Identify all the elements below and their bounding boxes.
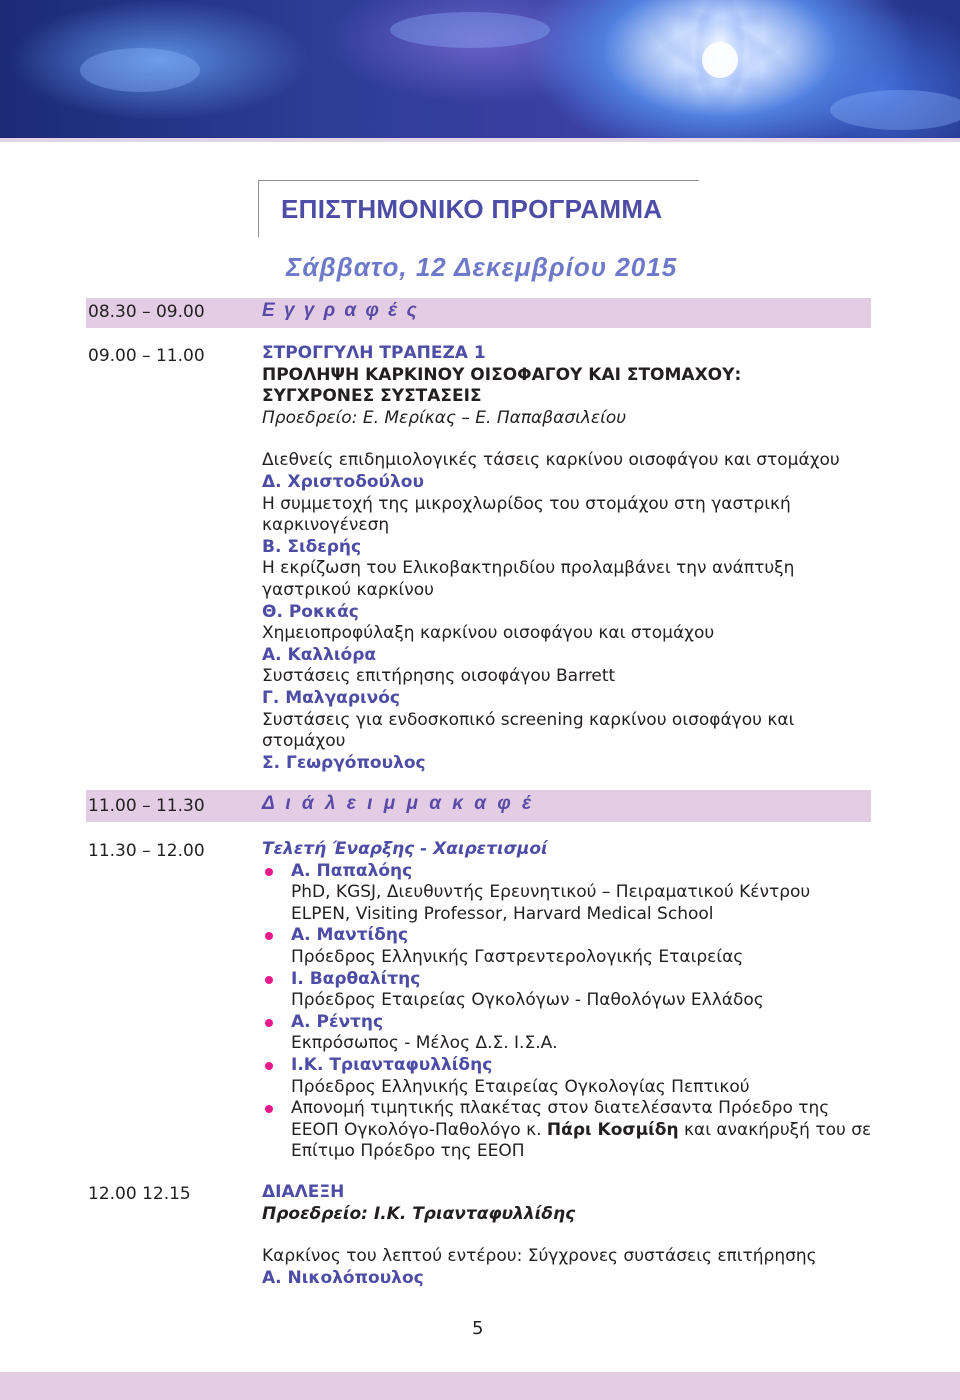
greeter-role: Πρόεδρος Εταιρείας Ογκολόγων - Παθολόγων Ελλάδος — [291, 990, 764, 1011]
bullet-icon — [265, 1062, 273, 1070]
list-item — [262, 1055, 872, 1098]
header-banner-image — [0, 0, 960, 138]
session-heading: ΣΤΡΟΓΓΥΛΗ ΤΡΑΠΕΖΑ 1 — [262, 343, 486, 363]
talk-title: Η εκρίζωση του Ελικοβακτηριδίου προλαμβάνει την ανάπτυξη γαστρικού καρκίνου — [262, 558, 795, 600]
opening-ceremony — [262, 839, 872, 1163]
talk-speaker: Α. Νικολόπουλος — [262, 1267, 424, 1288]
list-item — [262, 969, 872, 1012]
time-slot: 11.30 – 12.00 — [88, 841, 205, 861]
ceremony-heading: Τελετή Έναρξης - Χαιρετισμοί — [262, 839, 548, 859]
award-text — [291, 1098, 872, 1163]
round-table-session — [262, 343, 872, 774]
footer-bar — [0, 1372, 960, 1400]
time-slot: 08.30 – 09.00 — [88, 302, 205, 322]
bullet-icon — [265, 1105, 273, 1113]
talk-speaker: Α. Καλλιόρα — [262, 644, 377, 665]
coffee-break-label: Δ ι ά λ ε ι μ μ α κ α φ έ — [262, 793, 535, 814]
talk-speaker: Β. Σιδερής — [262, 536, 362, 557]
talk-speaker: Σ. Γεωργόπουλος — [262, 752, 426, 773]
header-divider — [0, 138, 960, 142]
bullet-icon — [265, 1019, 273, 1027]
time-slot: 09.00 – 11.00 — [88, 346, 205, 366]
registration-label: Ε γ γ ρ α φ έ ς — [262, 300, 419, 321]
talk-title: Η συμμετοχή της μικροχλωρίδος του στομάχου στη γαστρική καρκινογένεση — [262, 493, 791, 536]
talk-speaker: Δ. Χριστοδούλου — [262, 471, 424, 492]
bullet-icon — [265, 932, 273, 940]
bullet-icon — [265, 868, 273, 876]
greeter-name: Α. Μαντίδης — [291, 925, 409, 946]
time-slot: 11.00 – 11.30 — [88, 796, 205, 816]
greeter-name: Α. Ρέντης — [291, 1011, 384, 1032]
session-topic: ΠΡΟΛΗΨΗ ΚΑΡΚΙΝΟΥ ΟΙΣΟΦΑΓΟΥ ΚΑΙ ΣΤΟΜΑΧΟΥ: — [262, 364, 742, 385]
session-topic-sub: ΣΥΓΧΡΟΝΕΣ ΣΥΣΤΑΣΕΙΣ — [262, 386, 482, 407]
bullet-icon — [265, 976, 273, 984]
talk-speaker: Θ. Ροκκάς — [262, 601, 359, 622]
award-text-end: και ανακήρυξή του σε Επίτιμο Πρόεδρο της ΕΕΟΠ — [291, 1119, 872, 1162]
award-text-start: Απονομή τιμητικής πλακέτας στον διατελέσαντα Πρόεδρο της ΕΕΟΠ Ογκολόγο-Παθολόγο κ. — [291, 1098, 830, 1140]
program-date: Σάββατο, 12 Δεκεμβρίου 2015 — [286, 252, 678, 282]
greetings-list — [262, 861, 872, 1163]
greeter-role: Εκπρόσωπος - Μέλος Δ.Σ. Ι.Σ.Α. — [291, 1033, 558, 1054]
page-title: ΕΠΙΣΤΗΜΟΝΙΚΟ ΠΡΟΓΡΑΜΜΑ — [281, 194, 663, 224]
time-slot: 12.00 12.15 — [88, 1184, 191, 1204]
award-recipient: Πάρι Κοσμίδη — [546, 1119, 679, 1140]
talk-title: Καρκίνος του λεπτού εντέρου: Σύγχρονες συστάσεις επιτήρησης — [262, 1246, 817, 1267]
list-item — [262, 1012, 872, 1055]
session-chairs: Προεδρείο: Ε. Μερίκας – Ε. Παπαβασιλείου — [262, 407, 627, 428]
greeter-name: Ι. Βαρθαλίτης — [291, 968, 421, 989]
talk-speaker: Γ. Μαλγαρινός — [262, 687, 400, 708]
talk-title: Συστάσεις για ενδοσκοπικό screening καρκίνου οισοφάγου και στομάχου — [262, 709, 795, 752]
lecture-chairs: Προεδρείο: Ι.Κ. Τριανταφυλλίδης — [262, 1203, 576, 1224]
page-number: 5 — [472, 1318, 484, 1339]
talk-title: Διεθνείς επιδημιολογικές τάσεις καρκίνου οισοφάγου και στομάχου — [262, 450, 840, 471]
greeter-name: Α. Παπαλόης — [291, 860, 413, 881]
lecture-session — [262, 1182, 872, 1289]
greeter-role: PhD, KGSJ, Διευθυντής Ερευνητικού – Πειραματικού Κέντρου ELPEN, Visiting Professor, Harvard Medical School — [291, 882, 811, 924]
list-item — [262, 861, 872, 926]
talk-title: Συστάσεις επιτήρησης οισοφάγου Barrett — [262, 666, 616, 687]
greeter-name: Ι.Κ. Τριανταφυλλίδης — [291, 1054, 493, 1075]
greeter-role: Πρόεδρος Ελληνικής Γαστρεντερολογικής Εταιρείας — [291, 946, 744, 967]
list-item — [262, 925, 872, 968]
list-item — [262, 1098, 872, 1163]
flower-graphic — [0, 0, 960, 138]
lecture-heading: ΔΙΑΛΕΞΗ — [262, 1182, 345, 1202]
greeter-role: Πρόεδρος Ελληνικής Εταιρείας Ογκολογίας Πεπτικού — [291, 1076, 750, 1097]
talk-title: Χημειοπροφύλαξη καρκίνου οισοφάγου και στομάχου — [262, 623, 715, 644]
